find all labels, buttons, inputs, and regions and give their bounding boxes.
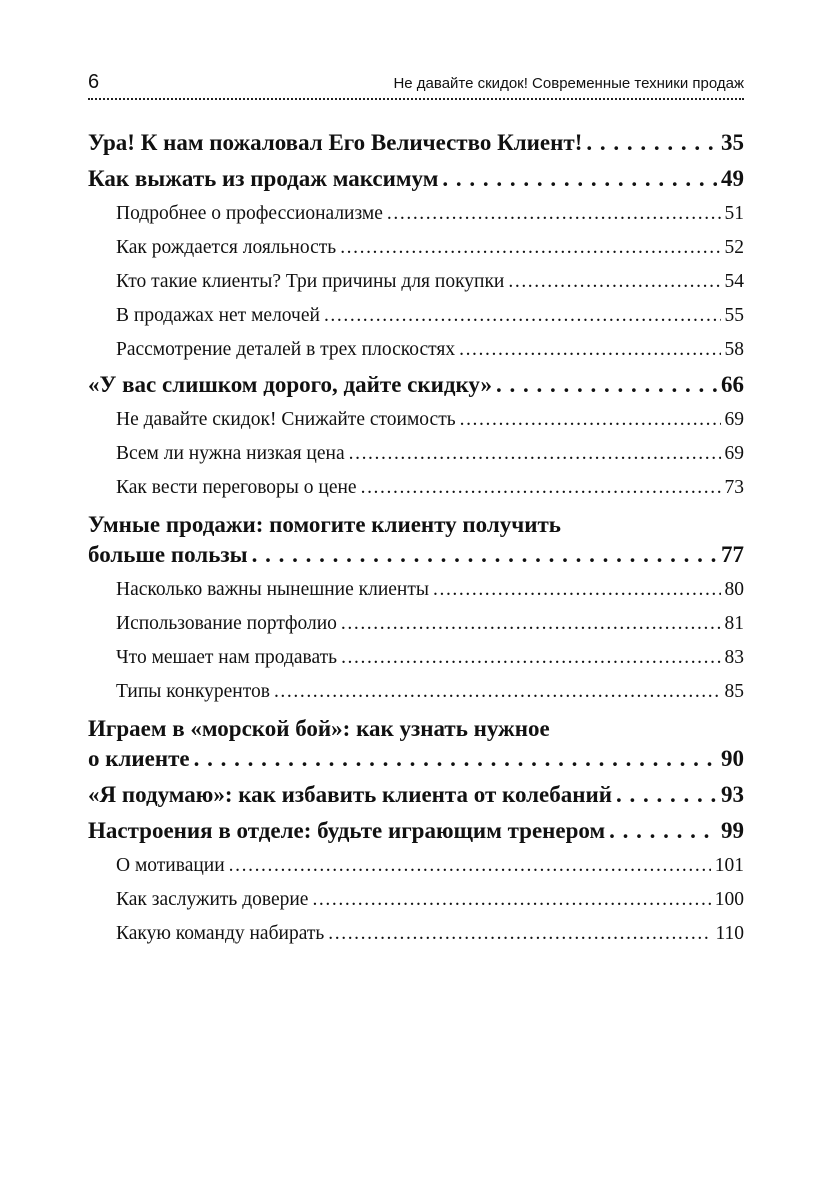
dot-leader <box>194 744 717 774</box>
chapter-title-line1[interactable]: Умные продажи: помогите клиенту получить <box>88 512 561 537</box>
page-header <box>88 70 744 100</box>
section-title: Всем ли нужна низкая цена <box>116 443 345 464</box>
chapter-title: «Я подумаю»: как избавить клиента от колебаний <box>88 782 613 807</box>
chapter-title-line2: больше пользы <box>88 542 248 567</box>
dot-leader <box>460 406 721 434</box>
toc-section[interactable] <box>88 886 744 914</box>
dot-leader <box>341 644 720 672</box>
section-title: Рассмотрение деталей в трех плоскостях <box>116 339 456 360</box>
toc-section[interactable] <box>88 440 744 468</box>
toc-chapter[interactable] <box>88 780 744 810</box>
page-number: 6 <box>88 71 100 93</box>
section-title: Как вести переговоры о цене <box>116 477 357 498</box>
chapter-page: 35 <box>721 130 744 155</box>
section-page: 101 <box>714 855 744 876</box>
section-title: Не давайте скидок! Снижайте стоимость <box>116 409 456 430</box>
running-title: Не давайте скидок! Современные техники продаж <box>393 75 744 92</box>
dot-leader <box>274 678 721 706</box>
toc-section[interactable] <box>88 644 744 672</box>
chapter-title-line1[interactable]: Играем в «морской бой»: как узнать нужное <box>88 716 550 741</box>
chapter-page: 99 <box>721 818 744 843</box>
table-of-contents <box>88 122 744 954</box>
section-page: 100 <box>714 889 744 910</box>
section-title: Как рождается лояльность <box>116 237 337 258</box>
dot-leader <box>328 920 711 948</box>
dot-leader <box>229 852 711 880</box>
dot-leader <box>616 780 717 810</box>
section-title: Как заслужить доверие <box>116 889 309 910</box>
section-title: Насколько важны нынешние клиенты <box>116 579 429 600</box>
dot-leader <box>349 440 721 468</box>
dot-leader <box>586 128 717 158</box>
toc-section[interactable] <box>88 610 744 638</box>
section-title: В продажах нет мелочей <box>116 305 320 326</box>
section-page: 110 <box>715 923 744 944</box>
chapter-page: 77 <box>721 542 744 567</box>
dot-leader <box>361 474 721 502</box>
toc-section[interactable] <box>88 474 744 502</box>
chapter-title: Как выжать из продаж максимум <box>88 166 439 191</box>
toc-section[interactable] <box>88 852 744 880</box>
section-page: 58 <box>724 339 744 360</box>
section-page: 85 <box>724 681 744 702</box>
section-title: О мотивации <box>116 855 225 876</box>
section-page: 69 <box>724 443 744 464</box>
section-page: 81 <box>724 613 744 634</box>
toc-section[interactable] <box>88 302 744 330</box>
section-page: 54 <box>724 271 744 292</box>
dot-leader <box>252 540 717 570</box>
toc-section[interactable] <box>88 920 744 948</box>
chapter-title-line2: о клиенте <box>88 746 190 771</box>
section-title: Какую команду набирать <box>116 923 325 944</box>
toc-chapter[interactable] <box>88 128 744 158</box>
chapter-page: 66 <box>721 372 744 397</box>
dot-leader <box>387 200 721 228</box>
toc-section[interactable] <box>88 268 744 296</box>
section-page: 52 <box>724 237 744 258</box>
dot-leader <box>312 886 710 914</box>
section-title: Подробнее о профессионализме <box>116 203 383 224</box>
toc-section[interactable] <box>88 336 744 364</box>
dot-leader <box>496 370 717 400</box>
dot-leader <box>340 234 720 262</box>
dot-leader <box>324 302 721 330</box>
section-title: Что мешает нам продавать <box>116 647 338 668</box>
dot-leader <box>459 336 720 364</box>
section-title: Использование портфолио <box>116 613 337 634</box>
section-page: 55 <box>724 305 744 326</box>
section-page: 83 <box>724 647 744 668</box>
chapter-title: Ура! К нам пожаловал Его Величество Клиент! <box>88 130 583 155</box>
toc-section[interactable] <box>88 406 744 434</box>
chapter-title: «У вас слишком дорого, дайте скидку» <box>88 372 493 397</box>
dot-leader <box>508 268 720 296</box>
chapter-page: 49 <box>721 166 744 191</box>
toc-section[interactable] <box>88 576 744 604</box>
toc-chapter[interactable] <box>88 164 744 194</box>
toc-chapter[interactable] <box>88 816 744 846</box>
dot-leader <box>341 610 721 638</box>
toc-chapter[interactable] <box>88 540 744 570</box>
section-page: 51 <box>724 203 744 224</box>
dot-leader <box>609 816 717 846</box>
section-page: 80 <box>724 579 744 600</box>
section-title: Кто такие клиенты? Три причины для покупки <box>116 271 505 292</box>
chapter-title: Настроения в отделе: будьте играющим тренером <box>88 818 606 843</box>
toc-section[interactable] <box>88 200 744 228</box>
section-page: 73 <box>724 477 744 498</box>
toc-section[interactable] <box>88 234 744 262</box>
toc-chapter[interactable] <box>88 370 744 400</box>
chapter-page: 93 <box>721 782 744 807</box>
toc-section[interactable] <box>88 678 744 706</box>
section-title: Типы конкурентов <box>116 681 270 702</box>
dot-leader <box>433 576 721 604</box>
chapter-page: 90 <box>721 746 744 771</box>
section-page: 69 <box>724 409 744 430</box>
toc-chapter[interactable] <box>88 744 744 774</box>
dot-leader <box>442 164 717 194</box>
